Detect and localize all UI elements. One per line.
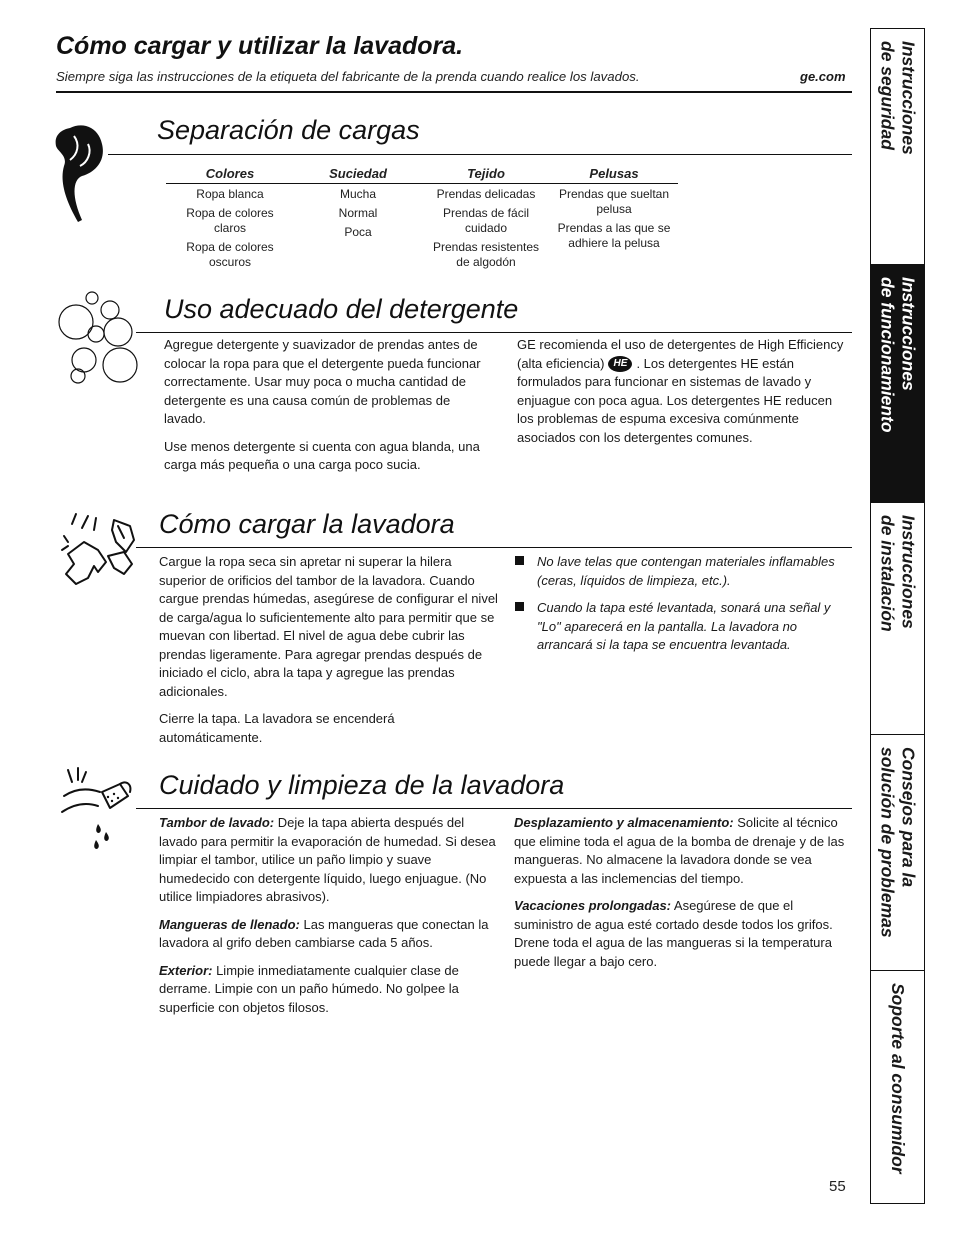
warning-list — [515, 553, 851, 655]
tab-operating-instructions[interactable] — [871, 265, 924, 503]
care-item — [514, 814, 852, 888]
list-item — [515, 553, 851, 590]
table-column-pelusas — [550, 184, 678, 275]
table-cell: Mucha — [339, 187, 377, 201]
care-item — [514, 897, 852, 971]
care-item-label: Exterior: — [159, 962, 213, 978]
tab-consumer-support[interactable] — [871, 971, 924, 1203]
paragraph — [517, 336, 849, 447]
section-heading-care: Cuidado y limpieza de la lavadora — [159, 770, 565, 800]
tab-label: Instrucciones de instalación — [877, 515, 919, 632]
table-header: Suciedad — [294, 165, 422, 184]
paragraph: Cargue la ropa seca sin apretar ni superar la hilera superior de orificios del tambor de la lavadora. Cuando cargue prendas húmedas, asegúrese de configurar el nivel de carga/agua lo suficientemente alto para permitir que se muevan con libertad. El nivel de agua debe cubrir las prendas ligeramente. Para agregar prendas después de iniciado el ciclo, abra la tapa y agregue las prendas adicionales. — [159, 554, 498, 699]
paragraph: Cierre la tapa. La lavadora se encenderá automáticamente. — [159, 711, 395, 745]
table-column-colores — [166, 184, 294, 275]
section-tabs — [870, 28, 925, 1204]
care-right-column — [514, 814, 852, 980]
header-rule — [56, 91, 852, 93]
section-rule — [108, 154, 852, 155]
list-item-text: Cuando la tapa esté levantada, sonará una señal y "Lo" aparecerá en la pantalla. La lavadora no arrancará si la tapa se encuentra levantada. — [537, 600, 831, 652]
tab-label: Soporte al consumidor — [888, 983, 908, 1174]
loading-right-column — [515, 553, 851, 664]
paragraph: Use menos detergente si cuenta con agua blanda, una carga más pequeña o una carga poco sucia. — [164, 438, 480, 472]
care-item-label: Tambor de lavado: — [159, 815, 275, 830]
care-item — [159, 814, 499, 907]
table-header: Colores — [166, 165, 294, 184]
tab-label: Instrucciones de seguridad — [877, 41, 919, 155]
sponge-cleaning-icon — [58, 766, 134, 850]
garment-tag-icon — [52, 122, 108, 224]
section-heading-sorting: Separación de cargas — [157, 115, 420, 145]
table-cell: Ropa blanca — [196, 187, 264, 201]
list-item — [515, 599, 851, 655]
tab-installation-instructions[interactable] — [871, 503, 924, 735]
table-column-tejido — [422, 184, 550, 275]
detergent-right-column — [517, 336, 849, 456]
care-item — [159, 962, 499, 1018]
tab-safety-instructions[interactable] — [871, 29, 924, 265]
tab-troubleshooting-tips[interactable] — [871, 735, 924, 971]
care-item-label: Vacaciones prolongadas: — [514, 898, 672, 913]
section-rule — [136, 332, 852, 333]
bullet-square-icon — [515, 602, 524, 611]
page-subtitle: Siempre siga las instrucciones de la etiqueta del fabricante de la prenda cuando realice los lavados. — [56, 69, 640, 84]
table-cell: Prendas a las que se adhiere la pelusa — [557, 221, 671, 250]
list-item-text: No lave telas que contengan materiales inflamables (ceras, líquidos de limpieza, etc.). — [537, 554, 835, 588]
section-heading-loading: Cómo cargar la lavadora — [159, 509, 455, 539]
care-item-label: Mangueras de llenado: — [159, 916, 300, 932]
table-cell: Poca — [344, 225, 372, 239]
section-rule — [136, 808, 852, 809]
section-rule — [136, 547, 852, 548]
page-number: 55 — [829, 1178, 846, 1195]
care-item — [159, 916, 499, 953]
bubbles-icon — [54, 290, 140, 386]
tab-label: Instrucciones de funcionamiento — [877, 277, 919, 433]
care-item-text: Las mangueras que conectan la lavadora al grifo deben cambiarse cada 5 años. — [159, 916, 489, 950]
paragraph: Agregue detergente y suavizador de prendas antes de colocar la ropa para que el detergente pueda funcionar correctamente. Usar muy poca o mucha cantidad de detergente es una causa común de problemas de lavado. — [164, 337, 481, 426]
table-cell: Prendas que sueltan pelusa — [558, 187, 670, 216]
table-cell: Prendas de fácil cuidado — [442, 206, 530, 235]
site-link[interactable]: ge.com — [800, 69, 846, 84]
table-cell: Normal — [338, 206, 378, 220]
text-span: GE recomienda el uso de detergentes de High Efficiency (alta eficiencia) — [517, 337, 844, 371]
table-header: Tejido — [422, 165, 550, 184]
care-item-label: Desplazamiento y almacenamiento: — [514, 815, 734, 830]
text-span: . Los detergentes HE están formulados para funcionar en sistemas de lavado y enjuague con poca agua. Los detergentes HE reducen los problemas de espuma excesiva comúnmente asociados con los detergentes comunes. — [517, 355, 833, 445]
care-item-text: Asegúrese de que el suministro de agua esté cortado desde todos los grifos. Drene toda el agua de las mangueras si la temperatura puede llegar a bajo cero. — [514, 898, 833, 969]
table-cell: Ropa de colores claros — [186, 206, 274, 235]
table-column-suciedad — [294, 184, 422, 275]
table-cell: Prendas delicadas — [436, 187, 536, 201]
section-heading-detergent: Uso adecuado del detergente — [164, 294, 519, 324]
table-cell: Ropa de colores oscuros — [186, 240, 274, 269]
tab-label: Consejos para la solución de problemas — [877, 747, 919, 938]
clothes-icon — [54, 512, 140, 588]
sorting-table — [166, 165, 678, 274]
table-cell: Prendas resistentes de algodón — [432, 240, 540, 269]
page-title: Cómo cargar y utilizar la lavadora. — [56, 32, 464, 60]
bullet-square-icon — [515, 556, 524, 565]
he-logo-icon: HE — [608, 356, 632, 372]
care-item-text: Limpie inmediatamente cualquier clase de derrame. Limpie con un paño húmedo. No golpee la superficie con objetos filosos. — [159, 962, 459, 1015]
care-item-text: Solicite al técnico que elimine toda el agua de la bomba de drenaje y de las mangueras. No almacene la lavadora donde se vea expuesta a las inclemencias del tiempo. — [514, 815, 845, 886]
care-left-column — [159, 814, 499, 1026]
care-item-text: Deje la tapa abierta después del lavado para permitir la evaporación de humedad. Si desea limpiar el tambor, utilice un paño limpio y suave humedecido con detergente líquido, luego enjuague. (No utilice limpiadores abrasivos). — [159, 815, 496, 904]
detergent-left-column — [164, 336, 490, 484]
loading-left-column — [159, 553, 499, 756]
table-header: Pelusas — [550, 165, 678, 184]
